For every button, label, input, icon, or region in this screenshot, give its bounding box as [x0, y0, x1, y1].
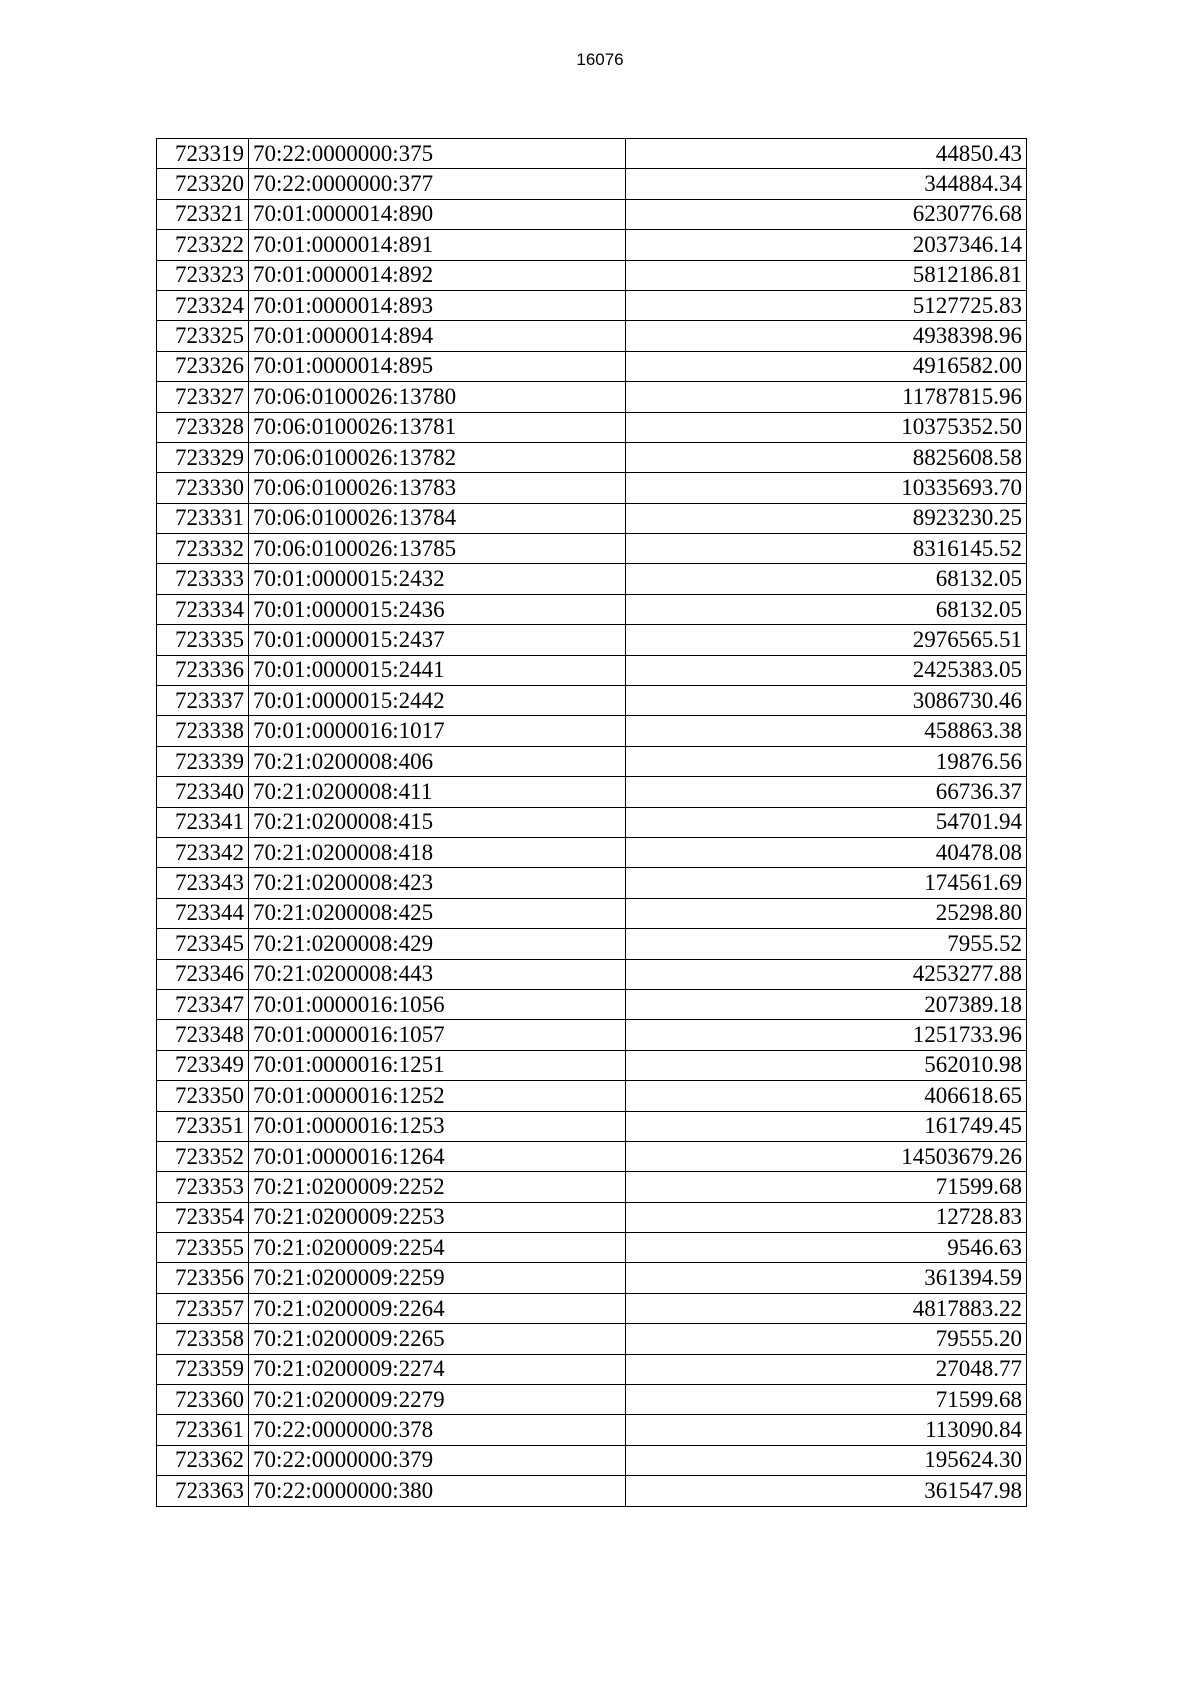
cadastral-value-cell: 562010.98	[626, 1050, 1027, 1080]
cadastral-value-cell: 4253277.88	[626, 959, 1027, 989]
cadastral-number-cell: 70:21:0200009:2264	[249, 1293, 626, 1323]
table-row	[157, 777, 1027, 807]
table-row	[157, 1476, 1027, 1506]
table-row	[157, 716, 1027, 746]
table-row	[157, 625, 1027, 655]
row-number-cell: 723325	[157, 321, 249, 351]
table-row	[157, 1324, 1027, 1354]
cadastral-number-cell: 70:01:0000016:1264	[249, 1141, 626, 1171]
cadastral-value-cell: 71599.68	[626, 1385, 1027, 1415]
cadastral-number-cell: 70:21:0200009:2279	[249, 1385, 626, 1415]
cadastral-value-cell: 161749.45	[626, 1111, 1027, 1141]
cadastral-value-cell: 458863.38	[626, 716, 1027, 746]
row-number-cell: 723360	[157, 1385, 249, 1415]
row-number-cell: 723323	[157, 260, 249, 290]
cadastral-value-cell: 195624.30	[626, 1445, 1027, 1475]
row-number-cell: 723343	[157, 868, 249, 898]
row-number-cell: 723334	[157, 594, 249, 624]
cadastral-number-cell: 70:01:0000014:894	[249, 321, 626, 351]
row-number-cell: 723359	[157, 1354, 249, 1384]
cadastral-value-cell: 2425383.05	[626, 655, 1027, 685]
row-number-cell: 723340	[157, 777, 249, 807]
row-number-cell: 723322	[157, 230, 249, 260]
table-row	[157, 1385, 1027, 1415]
cadastral-number-cell: 70:21:0200009:2274	[249, 1354, 626, 1384]
table-row	[157, 1050, 1027, 1080]
cadastral-number-cell: 70:21:0200009:2253	[249, 1202, 626, 1232]
table-row	[157, 1111, 1027, 1141]
row-number-cell: 723329	[157, 442, 249, 472]
table-row	[157, 989, 1027, 1019]
cadastral-value-cell: 406618.65	[626, 1081, 1027, 1111]
table-row	[157, 594, 1027, 624]
cadastral-number-cell: 70:22:0000000:379	[249, 1445, 626, 1475]
cadastral-value-cell: 12728.83	[626, 1202, 1027, 1232]
row-number-cell: 723327	[157, 382, 249, 412]
cadastral-number-cell: 70:01:0000016:1253	[249, 1111, 626, 1141]
table-row	[157, 1415, 1027, 1445]
table-row	[157, 1141, 1027, 1171]
table-row	[157, 139, 1027, 169]
cadastral-number-cell: 70:22:0000000:380	[249, 1476, 626, 1506]
cadastral-value-cell: 66736.37	[626, 777, 1027, 807]
cadastral-number-cell: 70:21:0200008:418	[249, 837, 626, 867]
table-row	[157, 807, 1027, 837]
cadastral-value-cell: 361394.59	[626, 1263, 1027, 1293]
table-row	[157, 1172, 1027, 1202]
table-row	[157, 382, 1027, 412]
cadastral-number-cell: 70:01:0000016:1056	[249, 989, 626, 1019]
row-number-cell: 723347	[157, 989, 249, 1019]
row-number-cell: 723358	[157, 1324, 249, 1354]
row-number-cell: 723326	[157, 351, 249, 381]
cadastral-value-cell: 44850.43	[626, 139, 1027, 169]
cadastral-value-cell: 1251733.96	[626, 1020, 1027, 1050]
table-row	[157, 321, 1027, 351]
row-number-cell: 723345	[157, 929, 249, 959]
row-number-cell: 723336	[157, 655, 249, 685]
cadastral-value-cell: 3086730.46	[626, 686, 1027, 716]
row-number-cell: 723351	[157, 1111, 249, 1141]
table-row	[157, 473, 1027, 503]
table-row	[157, 1020, 1027, 1050]
cadastral-value-cell: 8825608.58	[626, 442, 1027, 472]
table-row	[157, 837, 1027, 867]
row-number-cell: 723350	[157, 1081, 249, 1111]
row-number-cell: 723332	[157, 534, 249, 564]
cadastral-value-table	[156, 138, 1027, 1507]
cadastral-value-cell: 25298.80	[626, 898, 1027, 928]
cadastral-value-cell: 4916582.00	[626, 351, 1027, 381]
cadastral-number-cell: 70:06:0100026:13785	[249, 534, 626, 564]
cadastral-value-cell: 8923230.25	[626, 503, 1027, 533]
cadastral-number-cell: 70:21:0200008:429	[249, 929, 626, 959]
table-row	[157, 686, 1027, 716]
row-number-cell: 723324	[157, 290, 249, 320]
cadastral-value-cell: 14503679.26	[626, 1141, 1027, 1171]
cadastral-value-cell: 19876.56	[626, 746, 1027, 776]
table-row	[157, 442, 1027, 472]
table-row	[157, 746, 1027, 776]
cadastral-value-cell: 71599.68	[626, 1172, 1027, 1202]
table-row	[157, 929, 1027, 959]
table-row	[157, 1081, 1027, 1111]
cadastral-number-cell: 70:01:0000016:1017	[249, 716, 626, 746]
cadastral-number-cell: 70:21:0200008:415	[249, 807, 626, 837]
cadastral-number-cell: 70:01:0000015:2441	[249, 655, 626, 685]
cadastral-number-cell: 70:01:0000015:2442	[249, 686, 626, 716]
cadastral-number-cell: 70:21:0200009:2252	[249, 1172, 626, 1202]
table-row	[157, 199, 1027, 229]
cadastral-value-cell: 79555.20	[626, 1324, 1027, 1354]
table-row	[157, 959, 1027, 989]
cadastral-number-cell: 70:21:0200008:406	[249, 746, 626, 776]
cadastral-number-cell: 70:21:0200009:2265	[249, 1324, 626, 1354]
table-row	[157, 1354, 1027, 1384]
table-row	[157, 1263, 1027, 1293]
row-number-cell: 723349	[157, 1050, 249, 1080]
cadastral-value-cell: 5812186.81	[626, 260, 1027, 290]
table-row	[157, 290, 1027, 320]
row-number-cell: 723333	[157, 564, 249, 594]
row-number-cell: 723346	[157, 959, 249, 989]
table-row	[157, 1233, 1027, 1263]
table-row	[157, 564, 1027, 594]
row-number-cell: 723337	[157, 686, 249, 716]
cadastral-value-cell: 7955.52	[626, 929, 1027, 959]
table-row	[157, 230, 1027, 260]
cadastral-value-cell: 11787815.96	[626, 382, 1027, 412]
row-number-cell: 723331	[157, 503, 249, 533]
table-row	[157, 503, 1027, 533]
row-number-cell: 723339	[157, 746, 249, 776]
row-number-cell: 723363	[157, 1476, 249, 1506]
table-row	[157, 1293, 1027, 1323]
cadastral-value-cell: 361547.98	[626, 1476, 1027, 1506]
table-body	[157, 139, 1027, 1507]
cadastral-number-cell: 70:21:0200008:411	[249, 777, 626, 807]
cadastral-number-cell: 70:01:0000015:2437	[249, 625, 626, 655]
table-row	[157, 1202, 1027, 1232]
cadastral-number-cell: 70:21:0200009:2254	[249, 1233, 626, 1263]
row-number-cell: 723330	[157, 473, 249, 503]
row-number-cell: 723338	[157, 716, 249, 746]
row-number-cell: 723320	[157, 169, 249, 199]
cadastral-number-cell: 70:01:0000014:895	[249, 351, 626, 381]
cadastral-value-cell: 27048.77	[626, 1354, 1027, 1384]
row-number-cell: 723355	[157, 1233, 249, 1263]
cadastral-number-cell: 70:01:0000014:893	[249, 290, 626, 320]
cadastral-value-cell: 68132.05	[626, 564, 1027, 594]
table-row	[157, 260, 1027, 290]
cadastral-number-cell: 70:22:0000000:378	[249, 1415, 626, 1445]
cadastral-value-cell: 113090.84	[626, 1415, 1027, 1445]
cadastral-number-cell: 70:06:0100026:13781	[249, 412, 626, 442]
row-number-cell: 723341	[157, 807, 249, 837]
page-number: 16076	[576, 50, 624, 69]
cadastral-number-cell: 70:01:0000016:1252	[249, 1081, 626, 1111]
table-row	[157, 169, 1027, 199]
cadastral-value-cell: 174561.69	[626, 868, 1027, 898]
cadastral-number-cell: 70:21:0200008:423	[249, 868, 626, 898]
row-number-cell: 723342	[157, 837, 249, 867]
cadastral-value-cell: 5127725.83	[626, 290, 1027, 320]
cadastral-value-cell: 40478.08	[626, 837, 1027, 867]
cadastral-value-cell: 9546.63	[626, 1233, 1027, 1263]
table-row	[157, 868, 1027, 898]
cadastral-number-cell: 70:21:0200008:443	[249, 959, 626, 989]
row-number-cell: 723356	[157, 1263, 249, 1293]
row-number-cell: 723321	[157, 199, 249, 229]
table-row	[157, 655, 1027, 685]
cadastral-number-cell: 70:22:0000000:377	[249, 169, 626, 199]
cadastral-number-cell: 70:01:0000014:891	[249, 230, 626, 260]
row-number-cell: 723357	[157, 1293, 249, 1323]
cadastral-number-cell: 70:01:0000015:2436	[249, 594, 626, 624]
cadastral-number-cell: 70:01:0000014:890	[249, 199, 626, 229]
table-row	[157, 412, 1027, 442]
row-number-cell: 723362	[157, 1445, 249, 1475]
row-number-cell: 723328	[157, 412, 249, 442]
table-row	[157, 898, 1027, 928]
table-row	[157, 1445, 1027, 1475]
row-number-cell: 723354	[157, 1202, 249, 1232]
cadastral-value-cell: 10335693.70	[626, 473, 1027, 503]
cadastral-value-cell: 2976565.51	[626, 625, 1027, 655]
row-number-cell: 723348	[157, 1020, 249, 1050]
row-number-cell: 723335	[157, 625, 249, 655]
cadastral-number-cell: 70:01:0000015:2432	[249, 564, 626, 594]
cadastral-number-cell: 70:01:0000016:1057	[249, 1020, 626, 1050]
row-number-cell: 723352	[157, 1141, 249, 1171]
cadastral-value-cell: 207389.18	[626, 989, 1027, 1019]
row-number-cell: 723319	[157, 139, 249, 169]
cadastral-number-cell: 70:01:0000016:1251	[249, 1050, 626, 1080]
cadastral-number-cell: 70:21:0200009:2259	[249, 1263, 626, 1293]
table-row	[157, 351, 1027, 381]
row-number-cell: 723353	[157, 1172, 249, 1202]
cadastral-number-cell: 70:06:0100026:13782	[249, 442, 626, 472]
cadastral-value-cell: 4817883.22	[626, 1293, 1027, 1323]
cadastral-value-cell: 6230776.68	[626, 199, 1027, 229]
cadastral-number-cell: 70:06:0100026:13783	[249, 473, 626, 503]
cadastral-value-cell: 8316145.52	[626, 534, 1027, 564]
table-row	[157, 534, 1027, 564]
cadastral-value-cell: 4938398.96	[626, 321, 1027, 351]
row-number-cell: 723344	[157, 898, 249, 928]
cadastral-number-cell: 70:22:0000000:375	[249, 139, 626, 169]
cadastral-value-cell: 68132.05	[626, 594, 1027, 624]
cadastral-value-cell: 54701.94	[626, 807, 1027, 837]
cadastral-value-cell: 10375352.50	[626, 412, 1027, 442]
cadastral-number-cell: 70:06:0100026:13780	[249, 382, 626, 412]
cadastral-number-cell: 70:21:0200008:425	[249, 898, 626, 928]
cadastral-value-cell: 344884.34	[626, 169, 1027, 199]
row-number-cell: 723361	[157, 1415, 249, 1445]
cadastral-value-cell: 2037346.14	[626, 230, 1027, 260]
cadastral-number-cell: 70:01:0000014:892	[249, 260, 626, 290]
cadastral-number-cell: 70:06:0100026:13784	[249, 503, 626, 533]
